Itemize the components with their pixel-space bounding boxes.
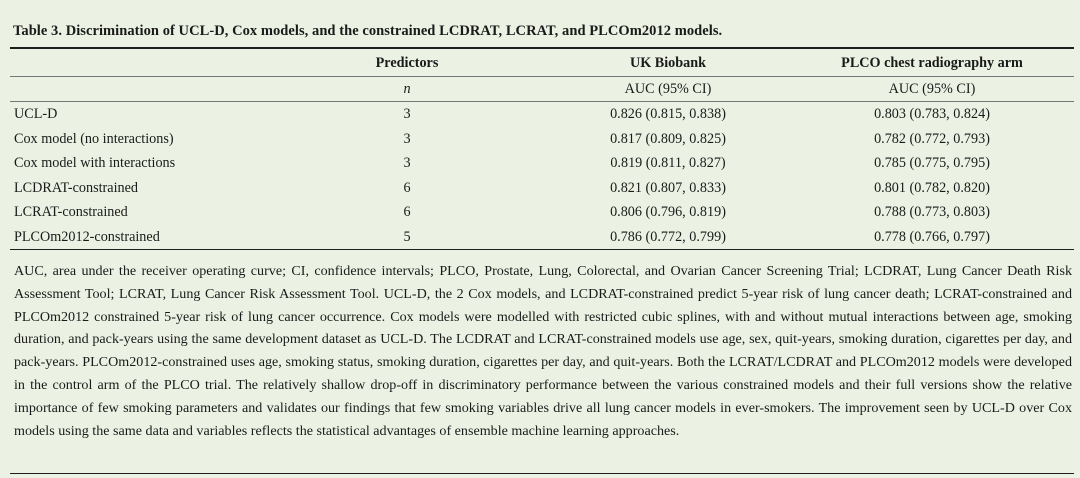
- header-row: [10, 51, 1074, 76]
- predictor-count: 3: [403, 106, 411, 122]
- model-name: UCL-D: [14, 106, 58, 122]
- plco-auc: 0.785 (0.775, 0.795): [874, 155, 990, 171]
- table-row: [10, 176, 1074, 201]
- table-bottom-rule: [10, 249, 1074, 250]
- subheader-plco-auc: AUC (95% CI): [790, 76, 1074, 102]
- model-name: LCDRAT-constrained: [14, 179, 138, 196]
- subheader-row: [10, 76, 1074, 102]
- plco-auc: 0.801 (0.782, 0.820): [874, 179, 990, 196]
- model-name: LCRAT-constrained: [14, 204, 128, 220]
- plco-auc: 0.778 (0.766, 0.797): [874, 228, 990, 245]
- plco-auc: 0.788 (0.773, 0.803): [874, 204, 990, 220]
- table-row: [10, 102, 1074, 127]
- top-rule: [10, 47, 1074, 49]
- uk-biobank-auc: 0.786 (0.772, 0.799): [610, 228, 726, 245]
- table-caption: Table 3. Discrimination of UCL-D, Cox models, and the constrained LCDRAT, LCRAT, and PLCOm2012 models.: [13, 23, 723, 39]
- bottom-rule: [10, 473, 1074, 474]
- subheader-n: n: [268, 76, 546, 102]
- table-row: [10, 127, 1074, 152]
- header-plco: PLCO chest radiography arm: [790, 51, 1074, 76]
- subheader-model: [10, 76, 268, 102]
- uk-biobank-auc: 0.806 (0.796, 0.819): [610, 204, 726, 220]
- model-name: Cox model with interactions: [14, 155, 176, 171]
- predictor-count: 6: [403, 179, 411, 196]
- model-name: PLCOm2012-constrained: [14, 228, 160, 245]
- uk-biobank-auc: 0.817 (0.809, 0.825): [610, 130, 726, 147]
- header-predictors: Predictors: [268, 51, 546, 76]
- header-uk-biobank: UK Biobank: [546, 51, 790, 76]
- predictor-count: 3: [403, 130, 411, 147]
- table-row: [10, 200, 1074, 225]
- table-row: [10, 151, 1074, 176]
- subheader-uk-auc: AUC (95% CI): [546, 76, 790, 102]
- uk-biobank-auc: 0.819 (0.811, 0.827): [610, 155, 726, 171]
- plco-auc: 0.782 (0.772, 0.793): [874, 130, 990, 147]
- predictor-count: 5: [403, 228, 411, 245]
- table-row: [10, 225, 1074, 250]
- table-footnote: AUC, area under the receiver operating curve; CI, confidence intervals; PLCO, Prostate, Lung, Colorectal, and Ovarian Cancer Screening Trial; LCDRAT, Lung Cancer Death Risk Assessment Tool; LCRAT, Lung Cancer Risk Assessment Tool. UCL-D, the 2 Cox models, and LCDRAT-constrained predict 5-year risk of lung cancer death; LCRAT-constrained and PLCOm2012 constrained 5-year risk of lung cancer occurrence. Cox models were modelled with restricted cubic splines, with and without mutual interactions between age, smoking duration, and pack-years using the same development dataset as UCL-D. The LCDRAT and LCRAT-constrained models use age, sex, quit-years, smoking duration, cigarettes per day, and pack-years. PLCOm2012-constrained uses age, smoking status, smoking duration, cigarettes per day, and quit-years. Both the LCRAT/LCDRAT and PLCOm2012 models were developed in the control arm of the PLCO trial. The relatively shallow drop-off in discriminatory performance between the various constrained models and their full versions show the relative importance of few smoking parameters and validates our findings that few smoking variables drive all lung cancer models in ever-smokers. The improvement seen by UCL-D over Cox models using the same data and variables reflects the statistical advantages of ensemble machine learning approaches.: [14, 263, 1072, 439]
- header-model: [10, 51, 268, 76]
- model-name: Cox model (no interactions): [14, 130, 174, 147]
- predictor-count: 3: [403, 155, 411, 171]
- plco-auc: 0.803 (0.783, 0.824): [874, 106, 990, 122]
- uk-biobank-auc: 0.821 (0.807, 0.833): [610, 179, 726, 196]
- results-table: [10, 51, 1074, 249]
- uk-biobank-auc: 0.826 (0.815, 0.838): [610, 106, 726, 122]
- predictor-count: 6: [403, 204, 411, 220]
